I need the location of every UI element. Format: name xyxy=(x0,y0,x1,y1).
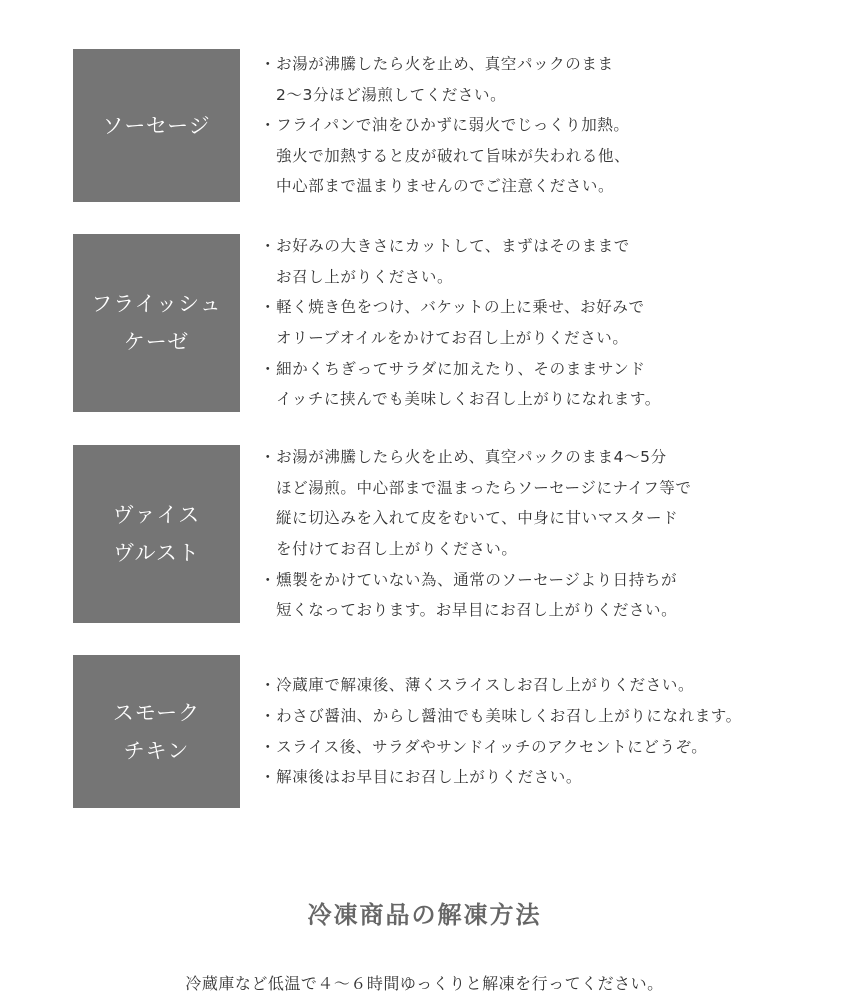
instruction-line: 強火で加熱すると皮が破れて旨味が失われる他、 xyxy=(276,146,631,165)
product-label-box xyxy=(73,234,240,412)
thaw-method-heading: 冷凍商品の解凍方法 xyxy=(307,901,542,929)
instruction-line: ・お好みの大きさにカットして、まずはそのままで xyxy=(260,237,630,256)
instruction-line: お召し上がりください。 xyxy=(276,267,454,286)
product-label: フライッシュ xyxy=(91,292,222,316)
product-section-sausage xyxy=(73,49,813,202)
product-label: チキン xyxy=(123,738,190,763)
instruction-line: 短くなっております。お早目にお召し上がりください。 xyxy=(276,601,678,620)
product-label: ソーセージ xyxy=(102,113,211,138)
instruction-line: オリーブオイルをかけてお召し上がりください。 xyxy=(276,329,629,347)
product-label-box xyxy=(73,445,240,623)
instruction-line: ・わさび醤油、からし醤油でも美味しくお召し上がりになれます。 xyxy=(260,706,742,725)
instruction-line: ・軽く焼き色をつけ、バケットの上に乗せ、お好みで xyxy=(260,298,645,317)
instruction-line: ・冷蔵庫で解凍後、薄くスライスしお召し上がりください。 xyxy=(260,676,695,695)
instruction-line: ・スライス後、サラダやサンドイッチのアクセントにどうぞ。 xyxy=(260,737,708,756)
instruction-line: ほど湯煎。中心部まで温まったらソーセージにナイフ等で xyxy=(276,478,692,497)
instruction-line: ・細かくちぎってサラダに加えたり、そのままサンド xyxy=(260,359,646,378)
instruction-line: 縦に切込みを入れて皮をむいて、中身に甘いマスタード xyxy=(276,509,679,528)
instruction-line: イッチに挟んでも美味しくお召し上がりになれます。 xyxy=(276,390,661,409)
instruction-list xyxy=(260,49,630,202)
instruction-line: 中心部まで温まりませんのでご注意ください。 xyxy=(276,177,615,196)
product-label: ヴルスト xyxy=(113,541,200,565)
instruction-line: ・お湯が沸騰したら火を止め、真空パックのまま xyxy=(260,55,614,74)
product-section-smoked-chicken xyxy=(73,655,813,808)
instruction-list xyxy=(260,655,742,808)
thaw-method-note: 冷蔵庫など低温で４〜６時間ゆっくりと解凍を行ってください。 xyxy=(185,974,664,993)
instruction-line: ・燻製をかけていない為、通常のソーセージより日持ちが xyxy=(260,570,678,589)
product-label: スモーク xyxy=(112,700,201,725)
product-label-box xyxy=(73,49,240,202)
product-label: ケーゼ xyxy=(123,330,190,354)
instruction-line: ・フライパンで油をひかずに弱火でじっくり加熱。 xyxy=(260,116,630,135)
instruction-list xyxy=(260,445,692,623)
instruction-line: ・お湯が沸騰したら火を止め、真空パックのまま4〜5分 xyxy=(260,448,667,467)
instruction-line: ・解凍後はお早目にお召し上がりください。 xyxy=(260,768,583,787)
instruction-list xyxy=(260,234,661,412)
product-section-weisswurst xyxy=(73,445,813,623)
product-label: ヴァイス xyxy=(112,503,201,527)
instruction-line: を付けてお召し上がりください。 xyxy=(276,540,518,558)
instruction-line: 2〜3分ほど湯煎してください。 xyxy=(276,85,507,104)
product-label-box xyxy=(73,655,240,808)
product-section-fleischkase xyxy=(73,234,813,412)
